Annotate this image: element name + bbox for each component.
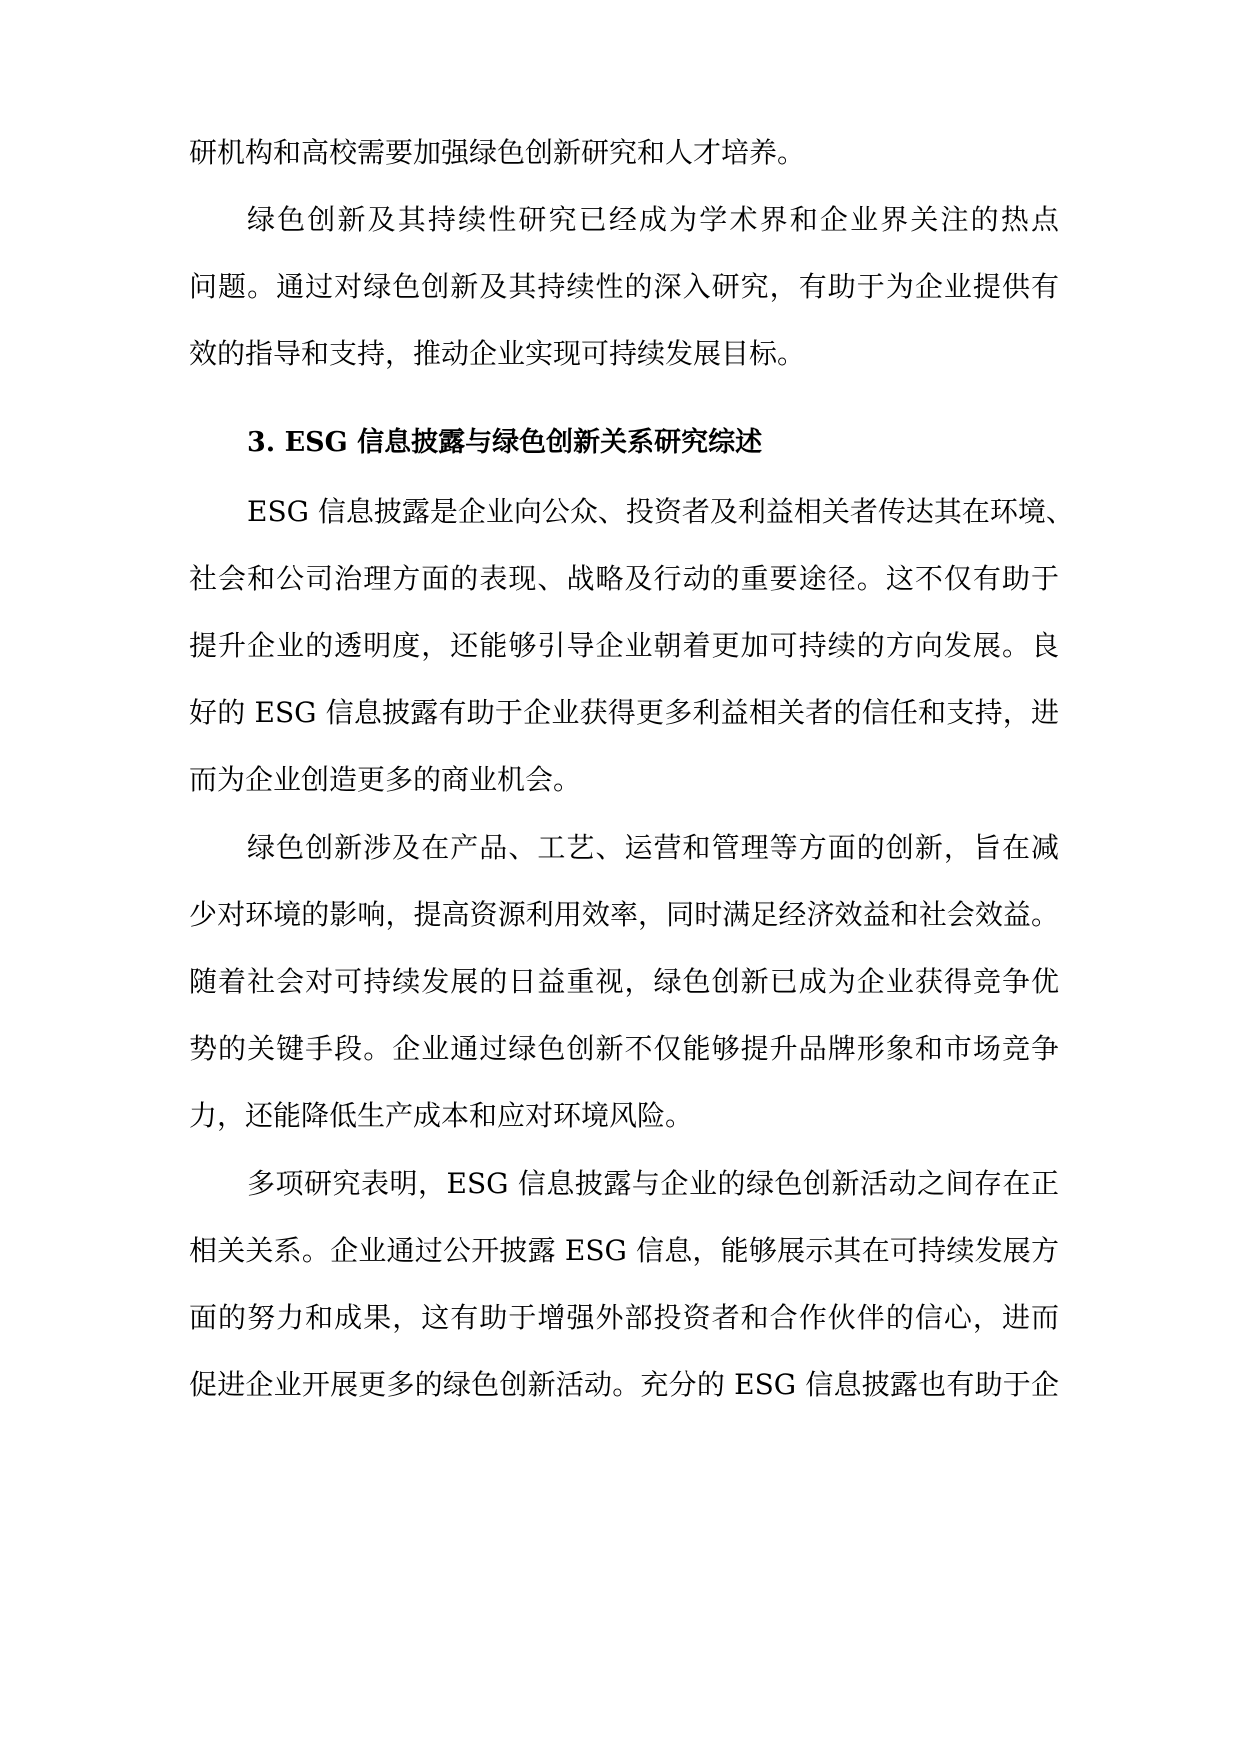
paragraph-line: 相关关系。企业通过公开披露 ESG 信息，能够展示其在可持续发展方: [189, 1234, 1059, 1267]
section-heading: 3. ESG 信息披露与绿色创新关系研究综述: [247, 427, 763, 458]
paragraph-line: 促进企业开展更多的绿色创新活动。充分的 ESG 信息披露也有助于企: [189, 1368, 1059, 1401]
paragraph-line: 而为企业创造更多的商业机会。: [189, 763, 582, 796]
paragraph-line: 多项研究表明，ESG 信息披露与企业的绿色创新活动之间存在正: [247, 1167, 1059, 1200]
paragraph-line: 绿色创新及其持续性研究已经成为学术界和企业界关注的热点: [247, 203, 1059, 236]
paragraph-line: 研机构和高校需要加强绿色创新研究和人才培养。: [189, 136, 806, 169]
paragraph-line: 绿色创新涉及在产品、工艺、运营和管理等方面的创新，旨在减: [247, 831, 1059, 864]
paragraph-line: 少对环境的影响，提高资源利用效率，同时满足经济效益和社会效益。: [189, 898, 1059, 931]
paragraph-line: 好的 ESG 信息披露有助于企业获得更多利益相关者的信任和支持，进: [189, 696, 1059, 729]
paragraph-line: 社会和公司治理方面的表现、战略及行动的重要途径。这不仅有助于: [189, 562, 1059, 595]
paragraph-line: 势的关键手段。企业通过绿色创新不仅能够提升品牌形象和市场竞争: [189, 1032, 1059, 1065]
paragraph-line: 问题。通过对绿色创新及其持续性的深入研究，有助于为企业提供有: [189, 270, 1059, 303]
paragraph-line: 面的努力和成果，这有助于增强外部投资者和合作伙伴的信心，进而: [189, 1301, 1059, 1334]
paragraph-line: 力，还能降低生产成本和应对环境风险。: [189, 1099, 694, 1132]
paragraph-line: 效的指导和支持，推动企业实现可持续发展目标。: [189, 337, 806, 370]
paragraph-line: ESG 信息披露是企业向公众、投资者及利益相关者传达其在环境、: [247, 495, 1074, 528]
paragraph-line: 提升企业的透明度，还能够引导企业朝着更加可持续的方向发展。良: [189, 629, 1059, 662]
paragraph-line: 随着社会对可持续发展的日益重视，绿色创新已成为企业获得竞争优: [189, 965, 1059, 998]
